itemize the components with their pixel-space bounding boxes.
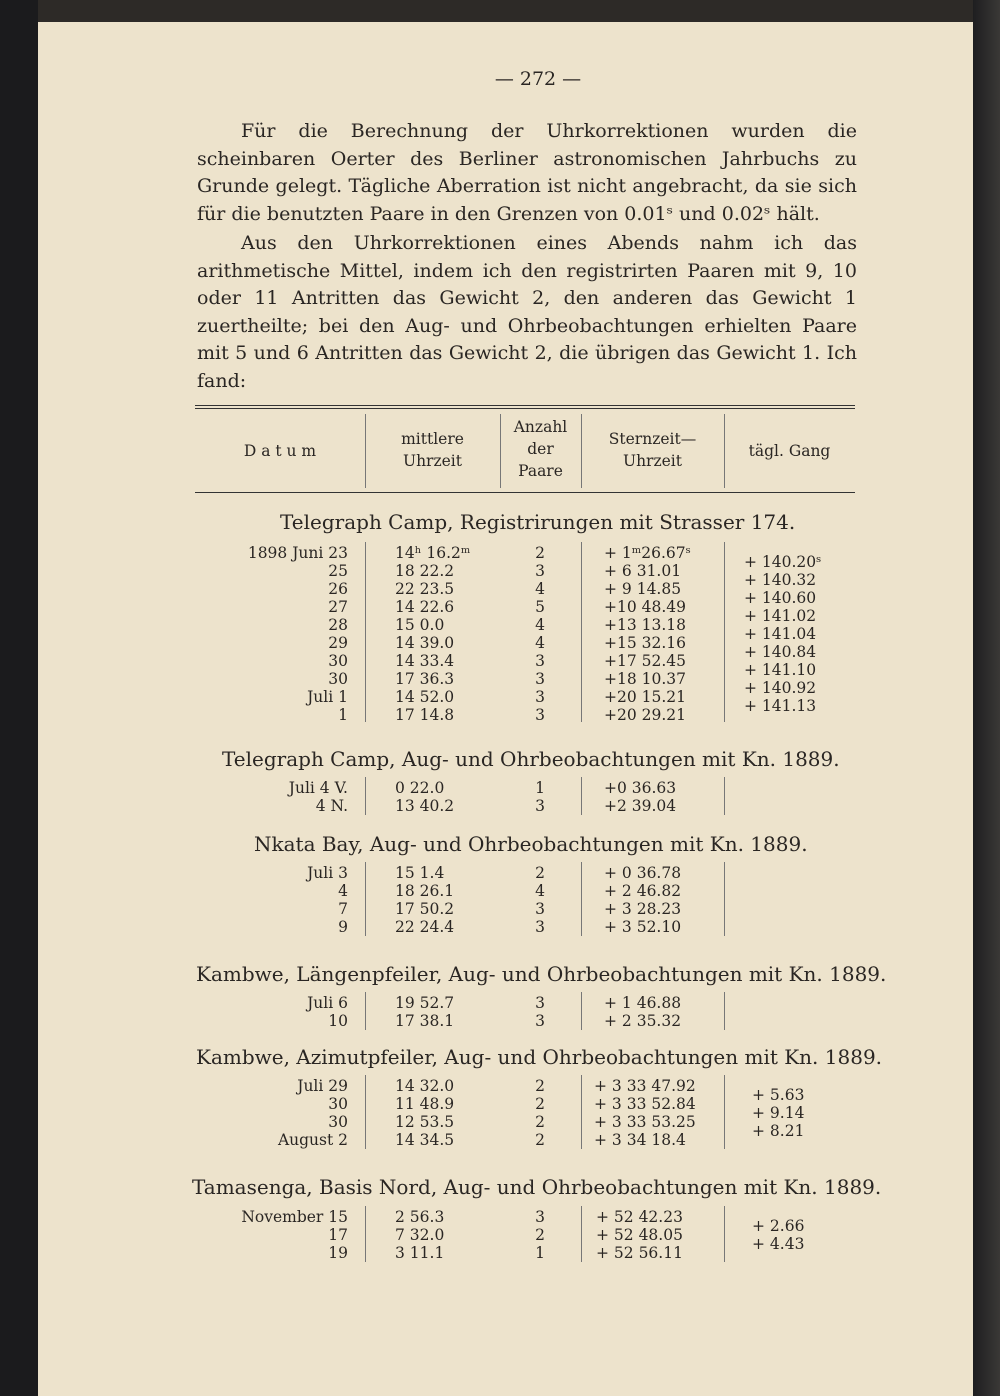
cell-date: 30 [328, 1095, 348, 1113]
cell-date: 7 [338, 900, 348, 918]
header-gang-label: tägl. Gang [748, 442, 831, 460]
book-page [38, 22, 973, 1396]
header-uhrzeit-line2: Uhrzeit [403, 452, 462, 470]
gang-value: + 141.13 [744, 697, 817, 715]
header-datum [195, 440, 365, 462]
cell-date: 26 [328, 580, 348, 598]
gang-value: + 141.02 [744, 607, 817, 625]
cell-uhrzeit: 17 38.1 [395, 1012, 455, 1030]
cell-paare: 3 [535, 918, 545, 936]
page-number: — 272 — [494, 68, 582, 90]
cell-paare: 4 [535, 580, 545, 598]
cell-date: 29 [328, 634, 348, 652]
cell-paare: 2 [535, 1095, 545, 1113]
cell-date: 30 [328, 1113, 348, 1131]
cell-date: Juli 4 V. [288, 779, 348, 797]
column-divider [365, 992, 366, 1030]
cell-uhrzeit: 3 11.1 [395, 1244, 445, 1262]
header-paare-line1: Anzahl [513, 418, 568, 436]
header-gang [724, 440, 855, 462]
cell-sternzeit: + 3 33 47.92 [594, 1077, 696, 1095]
cell-uhrzeit: 15 0.0 [395, 616, 445, 634]
cell-sternzeit: + 52 42.23 [596, 1208, 683, 1226]
header-sternzeit [581, 428, 724, 472]
cell-sternzeit: + 2 46.82 [604, 882, 682, 900]
cell-sternzeit: +15 32.16 [604, 634, 687, 652]
column-divider [365, 862, 366, 936]
column-divider [365, 777, 366, 815]
cell-uhrzeit: 2 56.3 [395, 1208, 445, 1226]
cell-paare: 1 [535, 779, 545, 797]
cell-sternzeit: +18 10.37 [604, 670, 687, 688]
cell-uhrzeit: 15 1.4 [395, 864, 445, 882]
cell-sternzeit: + 52 56.11 [596, 1244, 683, 1262]
cell-date: 19 [328, 1244, 348, 1262]
cell-date: 28 [328, 616, 348, 634]
cell-paare: 2 [535, 544, 545, 562]
cell-paare: 2 [535, 1226, 545, 1244]
column-divider [581, 862, 582, 936]
cell-date: 4 [338, 882, 348, 900]
cell-sternzeit: +20 29.21 [604, 706, 687, 724]
column-divider [724, 542, 725, 722]
cell-paare: 2 [535, 1113, 545, 1131]
cell-uhrzeit: 7 32.0 [395, 1226, 445, 1244]
cell-date: 27 [328, 598, 348, 616]
gang-value: + 141.04 [744, 625, 817, 643]
cell-sternzeit: + 2 35.32 [604, 1012, 682, 1030]
cell-uhrzeit: 22 24.4 [395, 918, 455, 936]
section-title: Nkata Bay, Aug- und Ohrbeobachtungen mit Kn. 1889. [254, 832, 808, 856]
cell-sternzeit: + 3 52.10 [604, 918, 682, 936]
cell-uhrzeit: 17 36.3 [395, 670, 455, 688]
column-divider [724, 862, 725, 936]
cell-date: 1898 Juni 23 [247, 544, 348, 562]
cell-sternzeit: +10 48.49 [604, 598, 687, 616]
cell-date: 4 N. [315, 797, 348, 815]
cell-uhrzeit: 14 33.4 [395, 652, 455, 670]
cell-paare: 2 [535, 1077, 545, 1095]
gang-value: + 140.84 [744, 643, 817, 661]
cell-date: 25 [328, 562, 348, 580]
cell-date: 9 [338, 918, 348, 936]
cell-uhrzeit: 14 32.0 [395, 1077, 455, 1095]
cell-uhrzeit: 14 52.0 [395, 688, 455, 706]
cell-date: August 2 [277, 1131, 348, 1149]
cell-sternzeit: + 3 28.23 [604, 900, 682, 918]
gang-value: + 5.63 [752, 1086, 805, 1104]
cell-uhrzeit: 11 48.9 [395, 1095, 455, 1113]
cell-sternzeit: + 6 31.01 [604, 562, 682, 580]
gang-value: + 9.14 [752, 1104, 805, 1122]
column-divider [581, 542, 582, 722]
cell-paare: 3 [535, 900, 545, 918]
cell-uhrzeit: 17 50.2 [395, 900, 455, 918]
cell-paare: 3 [535, 652, 545, 670]
cell-date: 10 [328, 1012, 348, 1030]
table-header-bottom-rule [195, 492, 855, 493]
header-sternzeit-line1: Sternzeit— [608, 430, 697, 448]
header-paare [500, 416, 581, 482]
cell-paare: 3 [535, 670, 545, 688]
cell-date: Juli 3 [307, 864, 348, 882]
column-divider [581, 1206, 582, 1262]
gang-value: + 140.32 [744, 571, 817, 589]
cell-date: Juli 29 [297, 1077, 348, 1095]
cell-sternzeit: + 3 33 53.25 [594, 1113, 696, 1131]
cell-sternzeit: + 0 36.78 [604, 864, 682, 882]
cell-date: 30 [328, 652, 348, 670]
cell-date: November 15 [241, 1208, 348, 1226]
header-sternzeit-line2: Uhrzeit [623, 452, 682, 470]
section-title: Kambwe, Längenpfeiler, Aug- und Ohrbeobachtungen mit Kn. 1889. [196, 962, 887, 986]
gang-value: + 8.21 [752, 1122, 805, 1140]
gang-value: + 141.10 [744, 661, 817, 679]
table-top-rule-1 [195, 405, 855, 406]
section-title: Telegraph Camp, Registrirungen mit Strasser 174. [280, 510, 796, 534]
gang-value: + 140.20ˢ [744, 553, 822, 571]
header-paare-line2: der [527, 440, 554, 458]
cell-sternzeit: +20 15.21 [604, 688, 687, 706]
section-title: Telegraph Camp, Aug- und Ohrbeobachtungen mit Kn. 1889. [222, 747, 840, 771]
cell-uhrzeit: 19 52.7 [395, 994, 455, 1012]
cell-sternzeit: +2 39.04 [604, 797, 677, 815]
cell-uhrzeit: 13 40.2 [395, 797, 455, 815]
cell-uhrzeit: 12 53.5 [395, 1113, 455, 1131]
cell-uhrzeit: 14 22.6 [395, 598, 455, 616]
cell-sternzeit: +17 52.45 [604, 652, 687, 670]
cell-sternzeit: + 1ᵐ26.67ˢ [604, 544, 691, 562]
section-title: Tamasenga, Basis Nord, Aug- und Ohrbeobachtungen mit Kn. 1889. [192, 1175, 882, 1199]
cell-paare: 4 [535, 634, 545, 652]
cell-paare: 2 [535, 864, 545, 882]
column-divider [581, 992, 582, 1030]
cell-date: 17 [328, 1226, 348, 1244]
column-divider [724, 777, 725, 815]
cell-sternzeit: + 3 33 52.84 [594, 1095, 696, 1113]
column-divider [724, 1206, 725, 1262]
cell-paare: 3 [535, 562, 545, 580]
header-paare-line3: Paare [518, 462, 563, 480]
cell-sternzeit: + 1 46.88 [604, 994, 682, 1012]
cell-uhrzeit: 17 14.8 [395, 706, 455, 724]
column-divider [724, 1075, 725, 1149]
book-top-edge [38, 0, 1000, 22]
header-uhrzeit-line1: mittlere [401, 430, 464, 448]
paragraph-1: Für die Berechnung der Uhrkorrektionen wurden die scheinbaren Oerter des Berliner astronomischen Jahrbuchs zu Grunde gelegt. Tägliche Aberration ist nicht angebracht, da sie sich für die benutzten Paare in den Grenzen von 0.01ˢ und 0.02ˢ hält. [197, 120, 857, 225]
gang-value: + 140.92 [744, 679, 817, 697]
cell-date: Juli 1 [307, 688, 348, 706]
cell-uhrzeit: 0 22.0 [395, 779, 445, 797]
cell-paare: 3 [535, 1012, 545, 1030]
cell-uhrzeit: 14ʰ 16.2ᵐ [395, 544, 471, 562]
cell-uhrzeit: 18 22.2 [395, 562, 455, 580]
cell-uhrzeit: 14 34.5 [395, 1131, 455, 1149]
cell-paare: 1 [535, 1244, 545, 1262]
cell-sternzeit: + 9 14.85 [604, 580, 682, 598]
cell-uhrzeit: 22 23.5 [395, 580, 455, 598]
gang-value: + 140.60 [744, 589, 817, 607]
section-title: Kambwe, Azimutpfeiler, Aug- und Ohrbeobachtungen mit Kn. 1889. [196, 1045, 883, 1069]
cell-date: 1 [338, 706, 348, 724]
cell-uhrzeit: 14 39.0 [395, 634, 455, 652]
cell-sternzeit: +0 36.63 [604, 779, 677, 797]
cell-paare: 3 [535, 688, 545, 706]
column-divider [365, 542, 366, 722]
cell-paare: 2 [535, 1131, 545, 1149]
book-spine [0, 0, 38, 1396]
paragraph-2: Aus den Uhrkorrektionen eines Abends nahm ich das arithmetische Mittel, indem ich den registrirten Paaren mit 9, 10 oder 11 Antritten das Gewicht 2, den anderen das Gewicht 1 zuertheilte; bei den Aug- und Ohrbeobachtungen erhielten Paare mit 5 und 6 Antritten das Gewicht 2, die übrigen das Gewicht 1. Ich fand: [197, 232, 857, 392]
column-divider [724, 992, 725, 1030]
cell-paare: 3 [535, 797, 545, 815]
cell-paare: 3 [535, 706, 545, 724]
book-right-edge [973, 0, 1000, 1396]
cell-paare: 5 [535, 598, 545, 616]
cell-paare: 3 [535, 994, 545, 1012]
gang-value: + 2.66 [752, 1217, 805, 1235]
cell-paare: 3 [535, 1208, 545, 1226]
cell-uhrzeit: 18 26.1 [395, 882, 455, 900]
column-divider [365, 1206, 366, 1262]
cell-date: 30 [328, 670, 348, 688]
header-uhrzeit [365, 428, 500, 472]
table-top-rule-2 [195, 408, 855, 409]
column-divider [581, 777, 582, 815]
gang-value: + 4.43 [752, 1235, 805, 1253]
cell-paare: 4 [535, 616, 545, 634]
cell-sternzeit: + 52 48.05 [596, 1226, 683, 1244]
header-datum-label: D a t u m [243, 442, 317, 460]
cell-sternzeit: + 3 34 18.4 [594, 1131, 686, 1149]
cell-sternzeit: +13 13.18 [604, 616, 687, 634]
column-divider [581, 1075, 582, 1149]
column-divider [365, 1075, 366, 1149]
cell-paare: 4 [535, 882, 545, 900]
cell-date: Juli 6 [307, 994, 348, 1012]
